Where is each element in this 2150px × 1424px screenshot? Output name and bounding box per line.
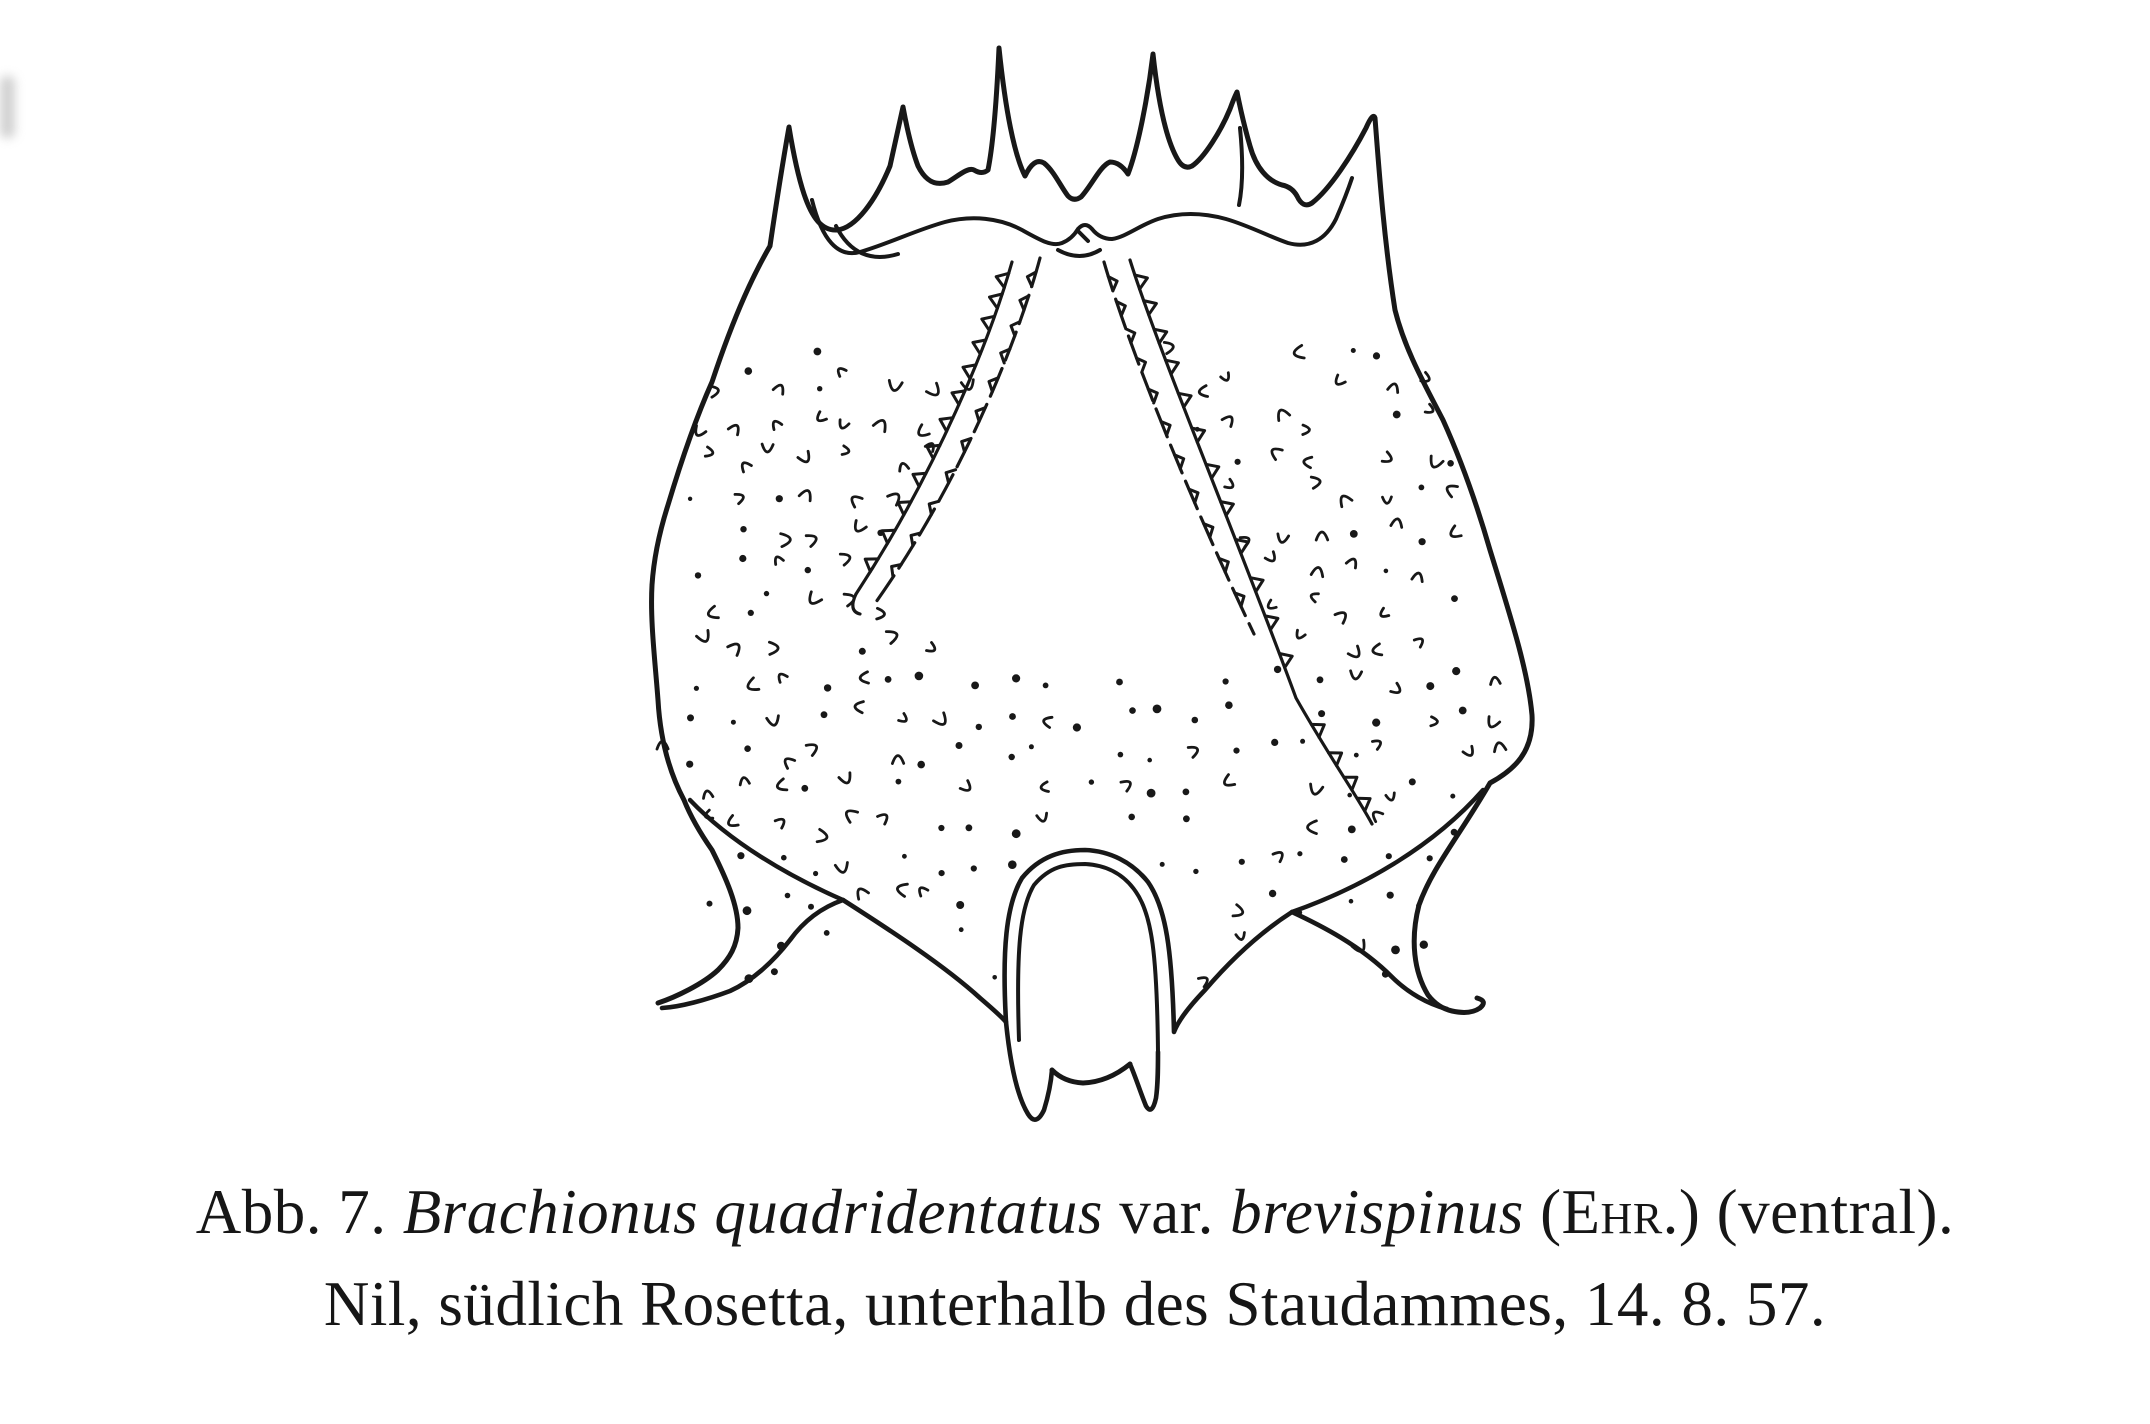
- spine-inner-accent: [1239, 128, 1242, 205]
- caption-line-2: Nil, südlich Rosetta, unterhalb des Staudammes, 14. 8. 57.: [323, 1269, 1827, 1339]
- left-prong: [1006, 1022, 1052, 1120]
- foot-opening: [843, 850, 1292, 1120]
- ventral-margin-and-arch: [843, 850, 1292, 1032]
- caption-view-note: (ventral).: [1716, 1177, 1955, 1247]
- caption-var-word: var.: [1119, 1177, 1214, 1247]
- lorica-outline: [652, 48, 1533, 1012]
- posterior-feet-inner-edges: [662, 900, 1447, 1009]
- opening-cup: [1052, 1064, 1130, 1083]
- figure-caption: [0, 1166, 2150, 1350]
- caption-variety-name: brevispinus: [1230, 1177, 1524, 1247]
- median-notch-dash: [1079, 232, 1088, 241]
- stipple-texture: [657, 342, 1506, 986]
- caption-species-name: Brachionus quadridentatus: [402, 1177, 1103, 1247]
- caption-figure-label: Abb. 7.: [195, 1177, 387, 1247]
- lateral-sulci: [853, 258, 1372, 824]
- caption-line-1: [0, 1166, 2150, 1258]
- right-prong: [1130, 1052, 1158, 1110]
- caption-author: (Ehr.): [1540, 1177, 1701, 1247]
- arch-inner-line: [1018, 864, 1158, 1052]
- sulcus-end-hook: [853, 594, 860, 614]
